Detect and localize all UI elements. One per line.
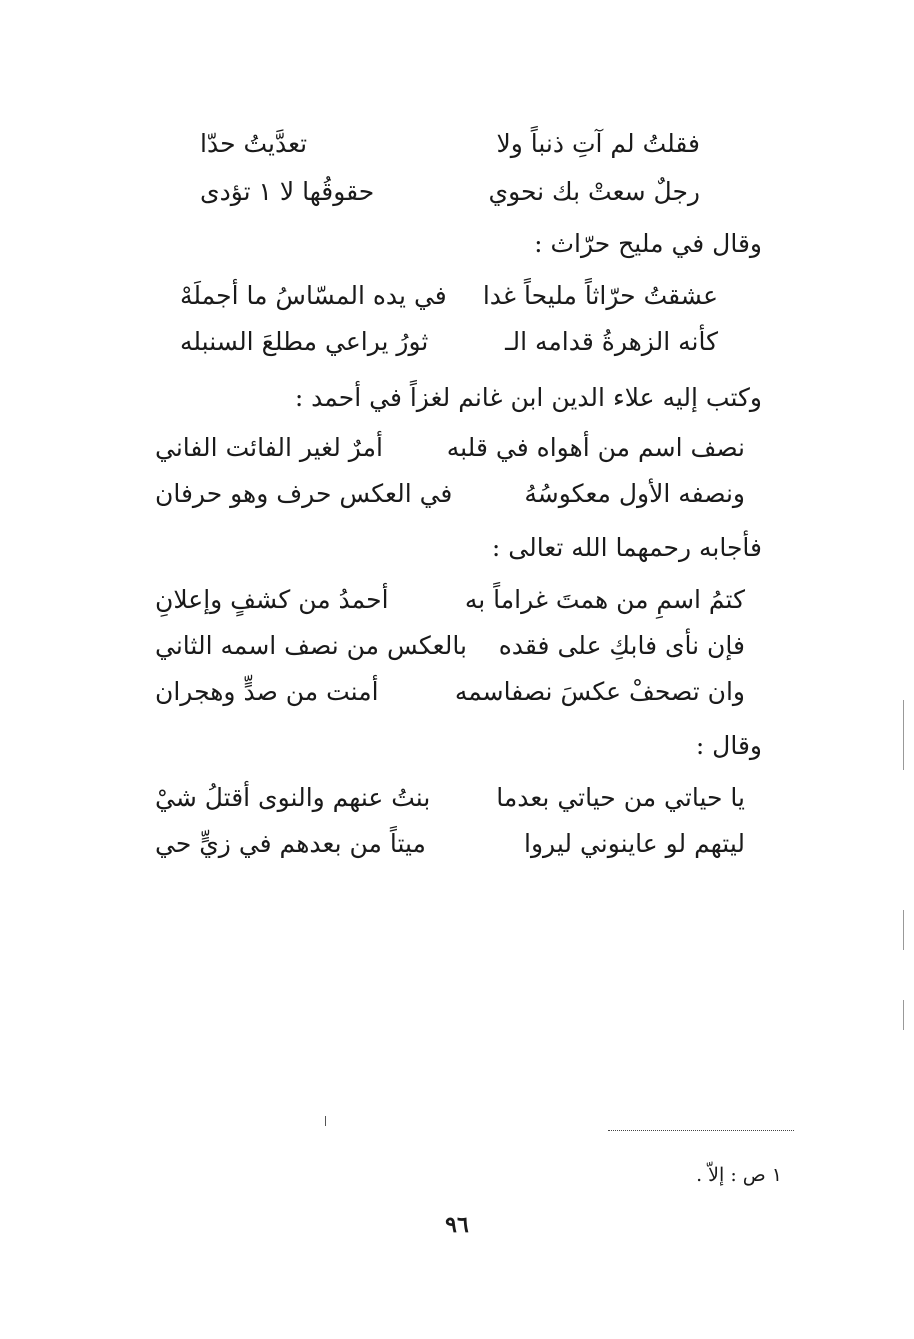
verse-first-hemistich: يا حياتي من حياتي بعدما xyxy=(496,783,745,812)
margin-mark xyxy=(325,1116,326,1126)
verse-second-hemistich: ثورُ يراعي مطلعَ السنبله xyxy=(180,327,429,356)
verse-first-hemistich: فإن نأى فابكِ على فقده xyxy=(498,631,745,660)
verse-first-hemistich: عشقتُ حرّاثاً مليحاً غدا xyxy=(482,281,718,310)
verse-line xyxy=(155,626,745,670)
verse-line xyxy=(180,276,718,320)
verse-first-hemistich: نصف اسم من أهواه في قلبه xyxy=(446,433,745,462)
verse-first-hemistich: وان تصحفْ عكسَ نصفاسمه xyxy=(454,677,745,706)
page-edge xyxy=(903,1000,904,1030)
prose-heading: وقال في مليح حرّاث : xyxy=(534,229,762,258)
verse-first-hemistich: ونصفه الأول معكوسُهُ xyxy=(524,479,745,508)
verse-second-hemistich: في العكس حرف وهو حرفان xyxy=(155,479,453,508)
page-edge xyxy=(903,700,904,770)
verse-first-hemistich: فقلتُ لم آتِ ذنباً ولا xyxy=(496,129,700,158)
verse-line xyxy=(155,580,745,624)
verse-second-hemistich: بالعكس من نصف اسمه الثاني xyxy=(155,631,467,660)
prose-heading: وكتب إليه علاء الدين ابن غانم لغزاً في أحمد : xyxy=(294,383,762,412)
verse-line xyxy=(155,824,745,868)
prose-heading: وقال : xyxy=(695,731,762,760)
verse-second-hemistich: أحمدُ من كشفٍ وإعلانِ xyxy=(155,585,389,614)
verse-second-hemistich: تعدَّيتُ حدّا xyxy=(200,129,308,158)
verse-first-hemistich: كأنه الزهرةُ قدامه الـ xyxy=(505,327,718,356)
verse-first-hemistich: ليتهم لو عاينوني ليروا xyxy=(524,829,745,858)
verse-first-hemistich: رجلٌ سعتْ بك نحوي xyxy=(488,177,700,206)
verse-line xyxy=(200,172,700,216)
verse-line xyxy=(155,474,745,518)
verse-line xyxy=(155,672,745,716)
verse-line xyxy=(180,322,718,366)
verse-second-hemistich: ميتاً من بعدهم في زيٍّ حي xyxy=(155,829,426,858)
verse-second-hemistich: حقوقُها لا ١ تؤدى xyxy=(200,177,375,206)
page-number: ٩٦ xyxy=(445,1212,469,1238)
verse-first-hemistich: كتمُ اسمِ من همتَ غراماً به xyxy=(464,585,745,614)
verse-line xyxy=(155,778,745,822)
footnote-divider xyxy=(608,1130,794,1131)
footnote: ١ ص : إلاّ . xyxy=(696,1164,782,1186)
prose-heading: فأجابه رحمهما الله تعالى : xyxy=(491,533,762,562)
verse-second-hemistich: أمنت من صدٍّ وهجران xyxy=(155,677,379,706)
verse-second-hemistich: في يده المسّاسُ ما أجملَهْ xyxy=(180,281,447,310)
verse-second-hemistich: بنتُ عنهم والنوى أقتلُ شيْ xyxy=(155,783,431,812)
verse-line xyxy=(155,428,745,472)
page-edge xyxy=(903,910,904,950)
verse-line xyxy=(200,124,700,168)
verse-second-hemistich: أمرٌ لغير الفائت الفاني xyxy=(155,433,383,462)
